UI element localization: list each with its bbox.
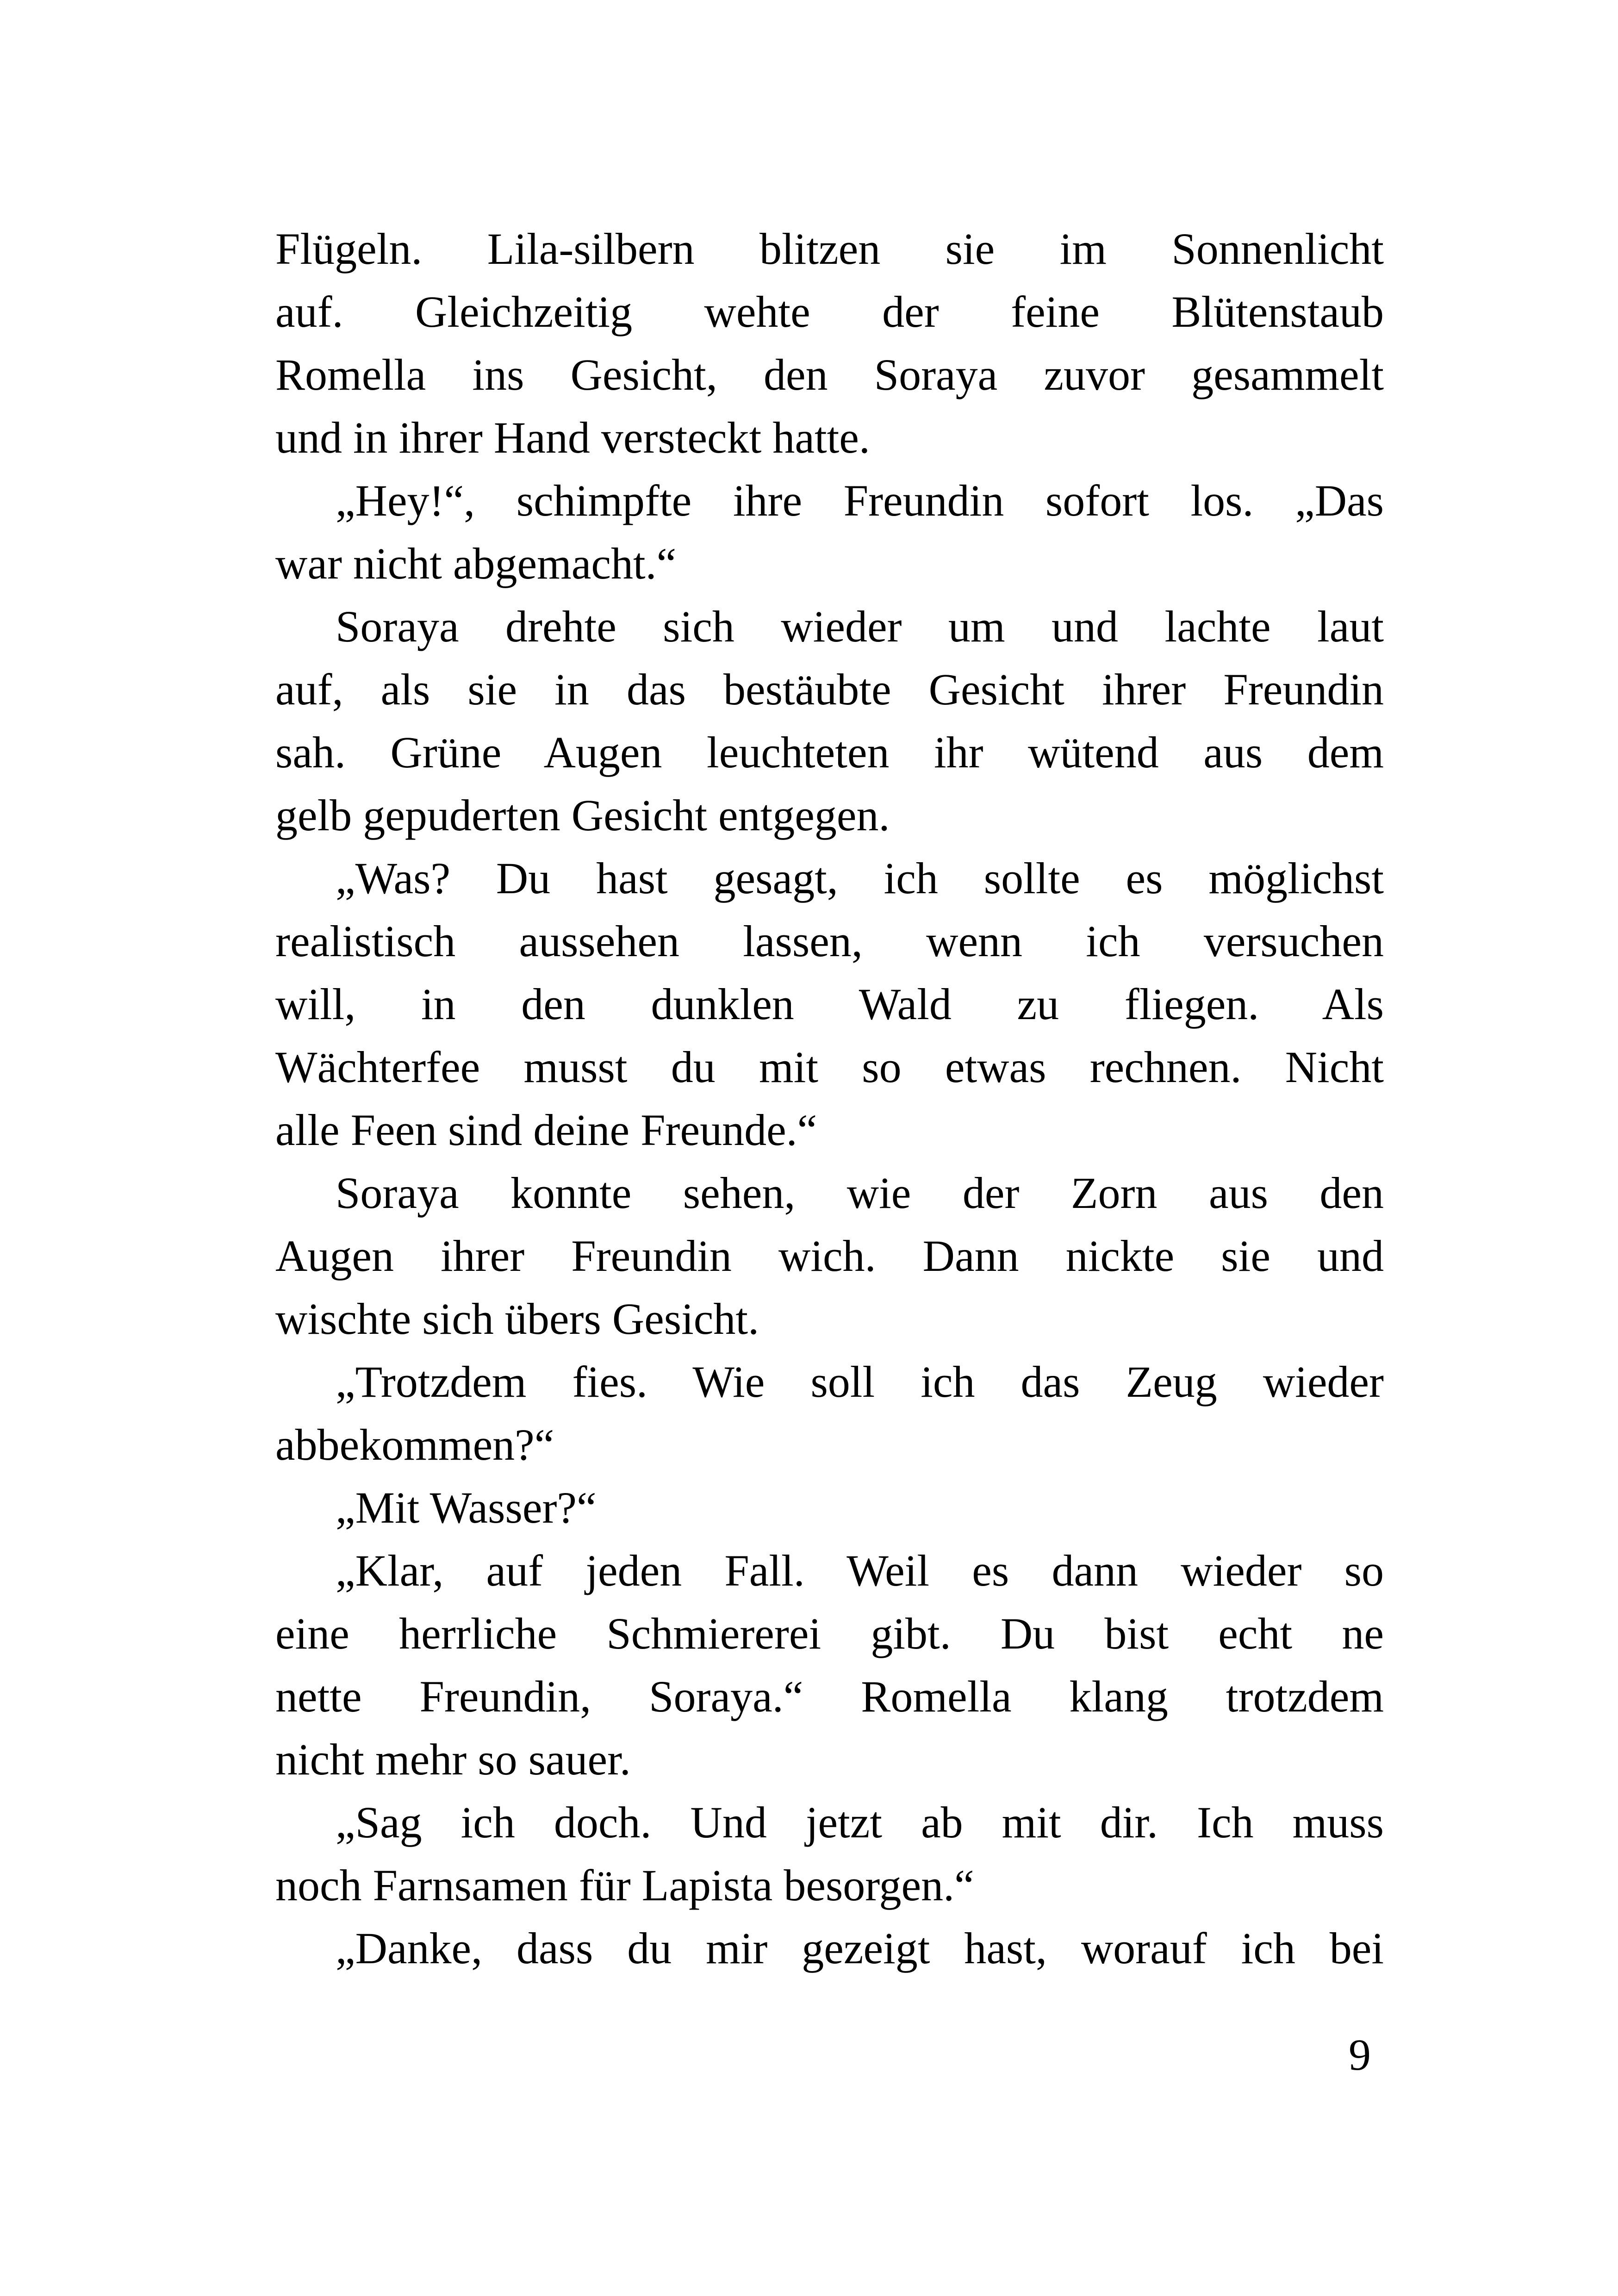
text-line: noch Farnsamen für Lapista besorgen.“ [275,1860,974,1910]
text-line: auf, als sie in das bestäubte Gesicht ihrer Freundin [275,665,1384,714]
page-number: 9 [1349,2030,1371,2079]
text-line: „Klar, auf jeden Fall. Weil es dann wieder so [336,1546,1384,1595]
text-line: nicht mehr so sauer. [275,1735,631,1784]
text-line: realistisch aussehen lassen, wenn ich versuchen [275,916,1384,966]
text-line: sah. Grüne Augen leuchteten ihr wütend aus dem [275,728,1384,777]
text-line: Flügeln. Lila-silbern blitzen sie im Sonnenlicht [275,224,1384,274]
paragraph [275,595,1384,847]
text-line: Augen ihrer Freundin wich. Dann nickte sie und [275,1231,1384,1281]
text-line: nette Freundin, Soraya.“ Romella klang trotzdem [275,1672,1384,1721]
text-line: abbekommen?“ [275,1420,554,1469]
text-line: will, in den dunklen Wald zu fliegen. Als [275,979,1384,1029]
text-line: Romella ins Gesicht, den Soraya zuvor gesammelt [275,350,1384,399]
text-line: auf. Gleichzeitig wehte der feine Blütenstaub [275,287,1384,336]
paragraph [275,1791,1384,1917]
paragraph [275,469,1384,595]
text-line: „Sag ich doch. Und jetzt ab mit dir. Ich muss [336,1798,1384,1847]
text-line: alle Feen sind deine Freunde.“ [275,1105,817,1155]
paragraph [275,1350,1384,1476]
paragraph [275,1917,1384,1980]
paragraph [275,1476,1384,1539]
text-line: „Trotzdem fies. Wie soll ich das Zeug wieder [336,1357,1384,1406]
text-line: eine herrliche Schmiererei gibt. Du bist echt ne [275,1609,1384,1658]
text-line: „Hey!“, schimpfte ihre Freundin sofort los. „Das [336,476,1384,525]
paragraph [275,847,1384,1162]
text-line: war nicht abgemacht.“ [275,539,677,588]
text-line: gelb gepuderten Gesicht entgegen. [275,790,890,840]
text-line: Wächterfee musst du mit so etwas rechnen. Nicht [275,1042,1384,1092]
text-line: Soraya drehte sich wieder um und lachte laut [336,602,1384,651]
text-line: „Danke, dass du mir gezeigt hast, worauf ich bei [336,1923,1384,1973]
text-line: „Was? Du hast gesagt, ich sollte es möglichst [336,853,1384,903]
text-line: und in ihrer Hand versteckt hatte. [275,413,870,462]
paragraph [275,1162,1384,1350]
paragraph [275,218,1384,469]
text-line: Soraya konnte sehen, wie der Zorn aus den [336,1168,1384,1218]
text-line: „Mit Wasser?“ [336,1483,597,1532]
body-text [275,218,1384,1980]
page-number-row [275,2023,1384,2086]
text-line: wischte sich übers Gesicht. [275,1294,759,1344]
paragraph [275,1539,1384,1791]
